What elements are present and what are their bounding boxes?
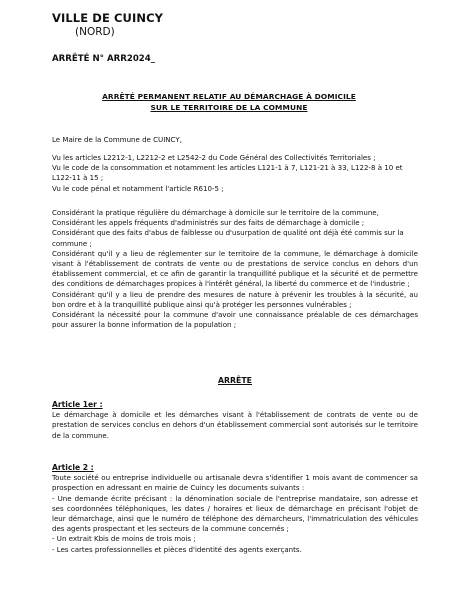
article-2-item: - Un extrait Kbis de moins de trois mois ; xyxy=(52,534,196,544)
considerant-item: Considérant qu'il y a lieu de prendre des mesures de nature à prévenir les troubles à la sécurité, au bon ordre et à la tranquillité publique ainsi qu'à protéger les personnes vulnérables ; xyxy=(52,289,418,309)
article-2-item: - Une demande écrite précisant : la dénomination sociale de l'entreprise mandataire, son adresse et ses coordonnées téléphoniques, les dates / horaires et lieux de démarchage en précisant l'objet de leur démarchage, ainsi que le numéro de téléphone des démarcheurs, l'immatriculation des véhicules des agents prospectant et les secteurs de la commune concernés ; xyxy=(52,493,418,534)
considerants-block xyxy=(52,208,418,330)
vu-item: Vu les articles L2212-1, L2212-2 et L2542-2 du Code Général des Collectivités Territoriales ; xyxy=(52,153,376,162)
article-1-heading: Article 1er : xyxy=(52,400,103,409)
article-1-text: Le démarchage à domicile et les démarches visant à l'établissement de contrats de vente ou de prestation de services conclus en dehors d'un établissement commercial sont autorisés sur le territoire de la commune. xyxy=(52,410,418,440)
arrete-number: ARRÊTÉ N° ARR2024_ xyxy=(52,54,156,64)
considerant-item: Considérant la pratique régulière du démarchage à domicile sur le territoire de la commune, xyxy=(52,208,379,217)
vus-block xyxy=(52,153,418,194)
considerant-item: Considérant que des faits d'abus de faiblesse ou d'usurpation de qualité ont déjà été commis sur la commune ; xyxy=(52,228,404,248)
considerant-item: Considérant qu'il y a lieu de réglementer sur le territoire de la commune, le démarchage à domicile visant à l'établissement de contrats de vente ou de prestations de service conclus en dehors d'un établissement commercial, et ce afin de garantir la tranquillité publique et la sécurité et de permettre des conditions de démarchages propices à l'intérêt général, la liberté du commerce et de l'industrie ; xyxy=(52,248,418,289)
considerant-item: Considérant les appels fréquents d'administrés sur des faits de démarchage à domicile ; xyxy=(52,218,365,228)
mayor-line xyxy=(52,135,418,145)
article-2-item: - Les cartes professionnelles et pièces d'identité des agents exerçants. xyxy=(52,544,302,554)
document-title-line-1: ARRÊTÉ PERMANENT RELATIF AU DÉMARCHAGE À DOMICILE xyxy=(102,92,356,101)
mayor-text: Le Maire de la Commune de CUINCY, xyxy=(52,135,182,144)
city-name: VILLE DE CUINCY xyxy=(52,11,164,25)
considerant-item: Considérant la nécessité pour la commune d'avoir une connaissance préalable de ces démarchages pour assurer la bonne information de la population ; xyxy=(52,310,418,330)
arrete-heading: ARRÊTE xyxy=(217,376,252,385)
article-2 xyxy=(52,463,418,555)
document-title-line-2: SUR LE TERRITOIRE DE LA COMMUNE xyxy=(150,103,308,112)
article-2-text: Toute société ou entreprise individuelle ou artisanale devra s'identifier 1 mois avant de commencer sa prospection en adressant en mairie de Cuincy les documents suivants : xyxy=(52,473,418,493)
vu-item: Vu le code de la consommation et notamment les articles L121-1 à 7, L121-21 à 33, L122-8 à 10 et L122-11 à 15 ; xyxy=(52,163,403,183)
region-name: (NORD) xyxy=(75,26,115,38)
article-1 xyxy=(52,400,418,441)
vu-item: Vu le code pénal et notamment l'article R610-5 ; xyxy=(52,183,224,193)
article-2-heading: Article 2 : xyxy=(52,463,94,472)
